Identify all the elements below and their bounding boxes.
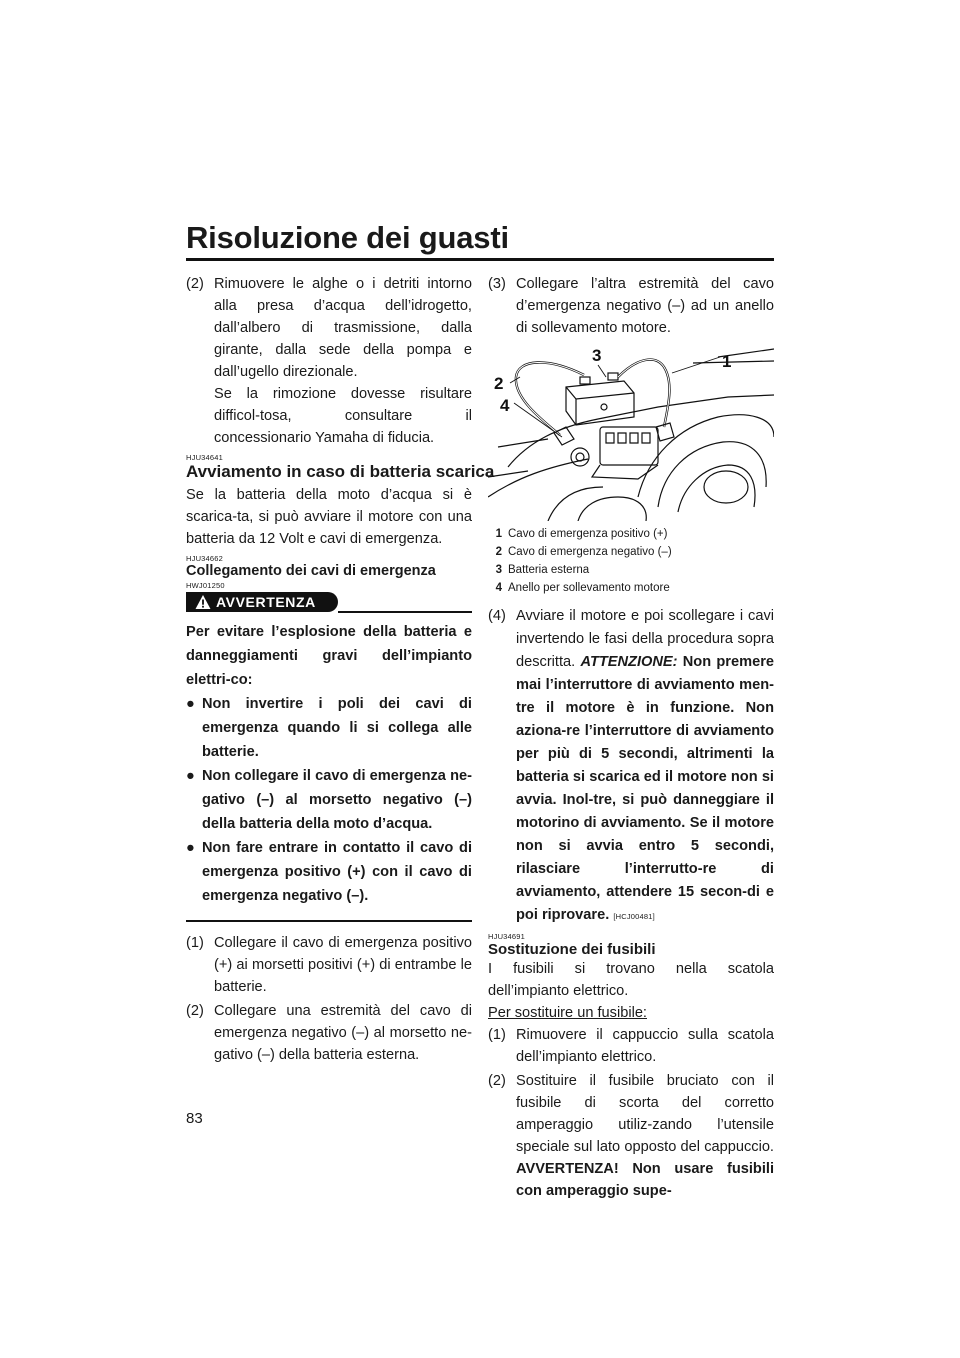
caution-text: Non premere mai l’interruttore di avviamento men-tre il motore è in funzione. Non aziona-re l’interruttore di avviamento per più di 5 secondi, altrimenti la batteria si scarica ed il motore non si avvia. Inol-tre, si può danneggiare il motorino di avviamento. Se il motore non si avvia entro 5 secondi, rilasciare l’interrutto-re di avviamento, attendere 15 secon-di e poi riprovare.: [516, 654, 774, 923]
legend-key: 2: [495, 546, 502, 558]
right-column: [488, 273, 774, 1204]
step-number: (1): [186, 934, 204, 951]
bullet-marker: ●: [186, 840, 195, 856]
step-number: (2): [488, 1073, 506, 1089]
warning-body: [186, 620, 472, 908]
legend-text: Batteria esterna: [508, 564, 590, 576]
jump-cable-illustration: [488, 347, 774, 521]
section-code: HJU34691: [488, 932, 526, 941]
callout-4: 4: [500, 396, 510, 415]
warning-intro: Per evitare l’esplosione della batteria e danneggiamenti gravi dell’impianto elettri-co:: [186, 624, 472, 688]
step-4-start-engine: [488, 605, 774, 928]
figure-legend: [488, 525, 774, 597]
caution-label: ATTENZIONE:: [580, 654, 678, 670]
page-title: Risoluzione dei guasti: [186, 220, 509, 255]
engine-bay-drawing: [488, 347, 774, 521]
legend-key: 1: [495, 528, 502, 540]
legend-item: [488, 525, 774, 543]
legend-item: [488, 543, 774, 561]
legend-item: [488, 561, 774, 579]
legend-text: Cavo di emergenza positivo (+): [508, 528, 668, 540]
legend-text: Anello per sollevamento motore: [508, 582, 670, 594]
left-column: [186, 273, 495, 1068]
subsection-code: HJU34662: [186, 554, 224, 563]
step-number: (4): [488, 608, 506, 624]
warning-bullet: [186, 692, 472, 764]
callout-2: 2: [494, 374, 504, 393]
section-title-jump-start: Avviamento in caso di batteria scarica: [186, 462, 495, 481]
step-2-negative: [186, 1000, 472, 1066]
step-text: Sostituire il fusibile bruciato con il fusibile di scorta del corretto amperaggio utiliz-zando l’utensile speciale sul lato opposto del cappuccio.: [516, 1073, 774, 1155]
title-rule: [186, 258, 774, 261]
legend-key: 3: [495, 564, 502, 576]
procedure-heading: Per sostituire un fusibile:: [488, 1005, 647, 1021]
step-text: Rimuovere le alghe o i detriti intorno alla presa d’acqua dell’idrogetto, dall’albero di trasmissione, dalla girante, dalla sede della pompa e dall’ugello direzionale.: [214, 276, 472, 380]
page-number: 83: [186, 1110, 203, 1127]
callout-3: 3: [592, 347, 602, 365]
warning-end-rule: [186, 920, 472, 922]
step-text: Collegare una estremità del cavo di emergenza negativo (–) al morsetto ne-gativo (–) della batteria esterna.: [214, 1002, 472, 1063]
bullet-marker: ●: [186, 696, 195, 712]
warning-inline-text: AVVERTENZA! Non usare fusibili con amperaggio supe-: [516, 1161, 774, 1199]
subsection-title-cables: Collegamento dei cavi di emergenza: [186, 563, 436, 579]
step-number: (1): [488, 1027, 506, 1043]
warning-bullet: [186, 836, 472, 908]
warning-bullet-text: Non invertire i poli dei cavi di emergenza quando li si collega alle batterie.: [202, 696, 472, 760]
fuse-step-1: [488, 1024, 774, 1068]
step-1-positive: [186, 932, 472, 998]
warning-code: HWJ01250: [186, 581, 225, 590]
section-body: Se la batteria della moto d’acqua si è scarica-ta, si può avviare il motore con una batteria da 12 Volt e cavi di emergenza.: [186, 487, 472, 547]
legend-key: 4: [495, 582, 502, 594]
step-number: (2): [186, 1002, 204, 1019]
callout-1: 1: [722, 352, 732, 371]
step-text-continued: Se la rimozione dovesse risultare difficol-tosa, consultare il concessionario Yamaha di fiducia.: [214, 386, 472, 446]
warning-rule: [338, 611, 472, 613]
section-code: HJU34641: [186, 453, 224, 462]
legend-text: Cavo di emergenza negativo (–): [508, 546, 672, 558]
warning-badge: [186, 592, 338, 612]
step-text: Collegare il cavo di emergenza positivo (+) ai morsetti positivi (+) di entrambe le batterie.: [214, 934, 472, 995]
warning-bullet-text: Non fare entrare in contatto il cavo di emergenza positivo (+) con il cavo di emergenza negativo (–).: [202, 840, 472, 904]
legend-item: [488, 579, 774, 597]
section-title-fuses: Sostituzione dei fusibili: [488, 941, 656, 958]
warning-label: AVVERTENZA: [216, 594, 316, 610]
warning-triangle-icon: [195, 594, 211, 610]
step-text: Avviare il motore e poi scollegare i cavi invertendo le fasi della procedura sopra descritta.: [516, 608, 774, 670]
section-body: I fusibili si trovano nella scatola dell’impianto elettrico.: [488, 961, 774, 999]
step-3-engine-ring: [488, 273, 774, 339]
step-number: (3): [488, 276, 506, 292]
warning-header: [186, 592, 472, 614]
warning-bullet: [186, 764, 472, 836]
step-text: Rimuovere il cappuccio sulla scatola dell’impianto elettrico.: [516, 1027, 774, 1065]
caution-code: [HCJ00481]: [613, 912, 655, 921]
step-2-seaweed: [186, 273, 472, 449]
warning-bullet-text: Non collegare il cavo di emergenza ne-gativo (–) al morsetto negativo (–) della batteria della moto d’acqua.: [202, 768, 472, 832]
fuse-step-2: [488, 1070, 774, 1202]
bullet-marker: ●: [186, 768, 195, 784]
step-number: (2): [186, 276, 204, 292]
step-text: Collegare l’altra estremità del cavo d’emergenza negativo (–) ad un anello di sollevamento motore.: [516, 276, 774, 336]
